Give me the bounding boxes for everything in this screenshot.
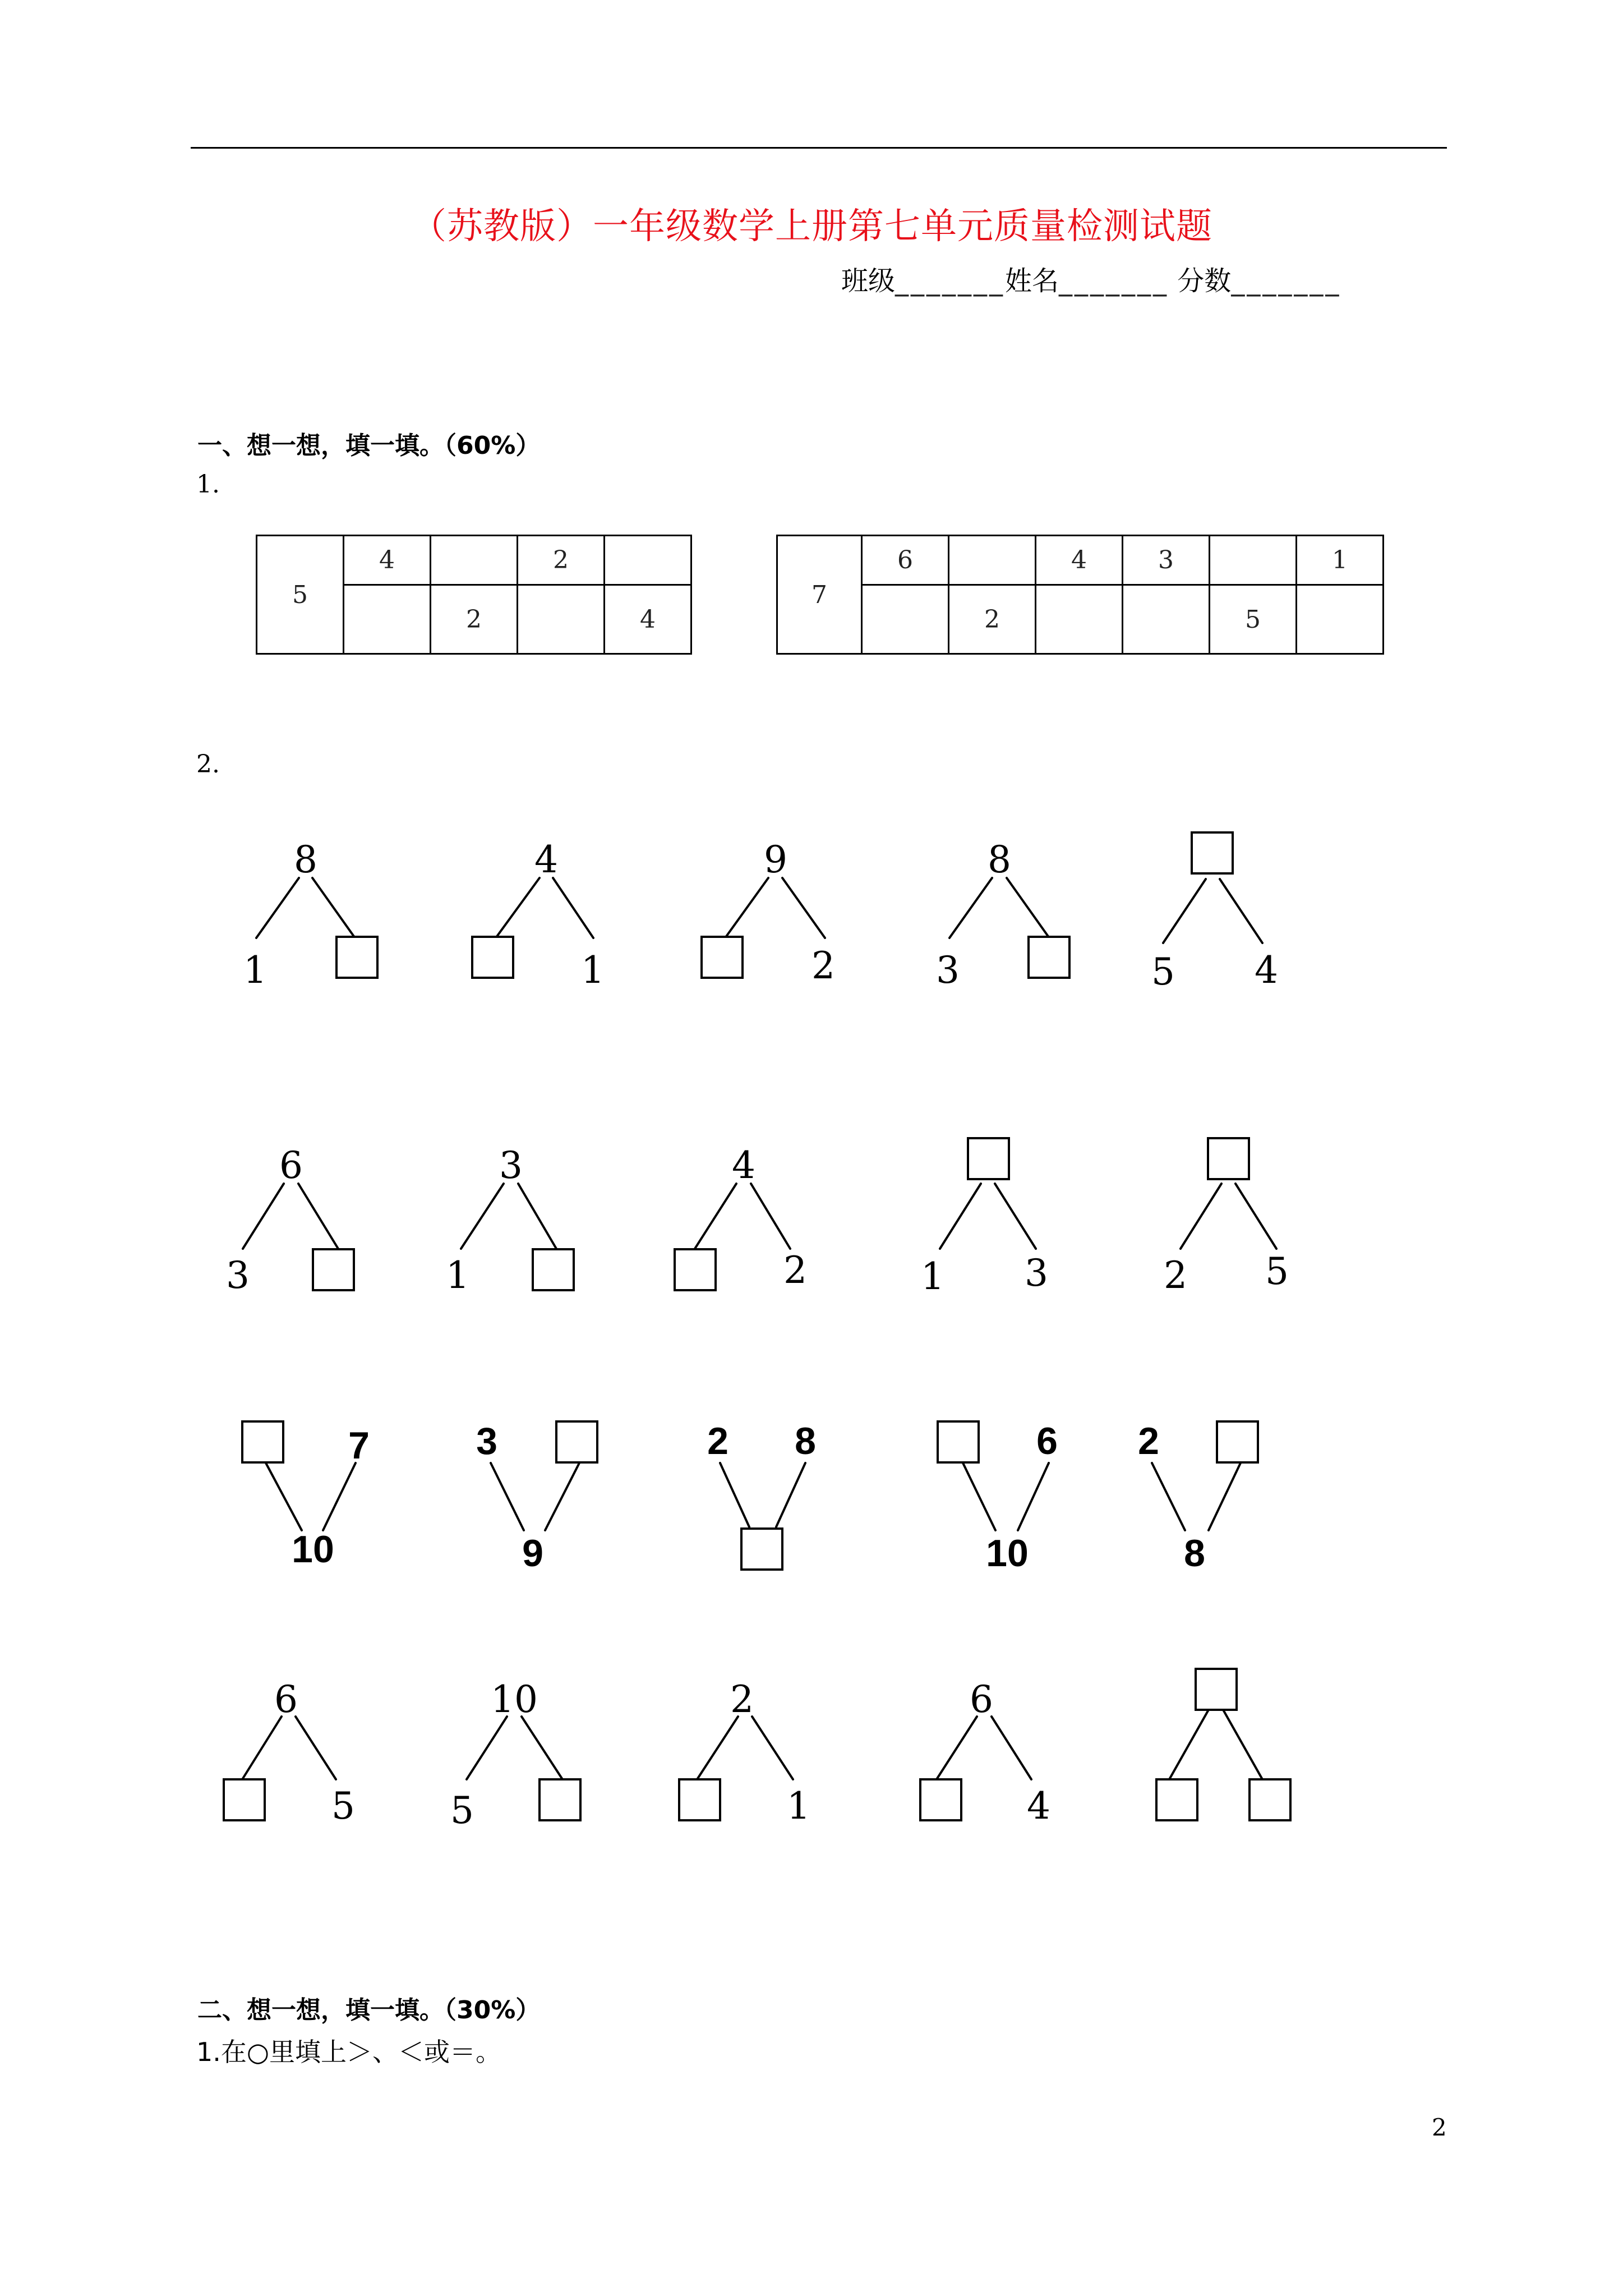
class-label: 班级 xyxy=(841,265,896,297)
bond-number: 10 xyxy=(491,1678,538,1721)
section1-heading: 一、想一想，填一填。（60%） xyxy=(197,431,541,460)
answer-box[interactable] xyxy=(313,1249,354,1290)
table-cell: 2 xyxy=(518,536,605,585)
answer-box[interactable] xyxy=(741,1529,782,1570)
bond-number: 8 xyxy=(988,838,1011,881)
answer-box[interactable] xyxy=(533,1249,574,1290)
answer-box[interactable] xyxy=(675,1249,716,1290)
bond-number: 4 xyxy=(1255,949,1278,992)
section2-question1: 1.在○里填上＞、＜或＝。 xyxy=(196,2037,502,2067)
answer-box[interactable] xyxy=(1217,1421,1258,1462)
page-title: （苏教版）一年级数学上册第七单元质量检测试题 xyxy=(411,206,1212,247)
answer-box[interactable] xyxy=(938,1421,979,1462)
table-cell: 4 xyxy=(1036,536,1123,585)
bond-number: 8 xyxy=(294,838,317,881)
bond-number: 2 xyxy=(1164,1254,1187,1297)
bond-number: 1 xyxy=(243,949,267,992)
bond-number: 2 xyxy=(783,1249,807,1292)
answer-box[interactable] xyxy=(1208,1138,1249,1179)
bond-number: 4 xyxy=(1027,1784,1050,1828)
score-blank: _______ xyxy=(1231,265,1341,297)
answer-box[interactable] xyxy=(1196,1669,1237,1710)
bond-number: 7 xyxy=(348,1424,370,1467)
table-cell: 5 xyxy=(1210,585,1297,654)
table-cell: 4 xyxy=(344,536,431,585)
bond-number: 3 xyxy=(476,1420,497,1462)
bond-number: 10 xyxy=(986,1532,1029,1575)
bond-number: 6 xyxy=(274,1678,298,1721)
answer-box[interactable] xyxy=(920,1779,961,1820)
table-cell: 6 xyxy=(862,536,949,585)
bond-number: 3 xyxy=(226,1254,250,1297)
table-cell: 2 xyxy=(949,585,1036,654)
answer-box[interactable] xyxy=(1156,1779,1197,1820)
bond-number: 3 xyxy=(936,949,960,992)
name-blank: _______ xyxy=(1059,265,1169,297)
bond-number: 4 xyxy=(732,1144,755,1187)
answer-box[interactable] xyxy=(556,1421,597,1462)
table-cell: 2 xyxy=(431,585,518,654)
bond-number: 5 xyxy=(331,1784,355,1828)
table-total-cell: 5 xyxy=(257,536,344,654)
answer-box[interactable] xyxy=(242,1421,283,1462)
question1-label: 1. xyxy=(196,470,220,499)
bond-number: 5 xyxy=(1151,950,1175,993)
table-total-cell: 7 xyxy=(777,536,862,654)
answer-box[interactable] xyxy=(540,1779,580,1820)
answer-box[interactable] xyxy=(224,1779,265,1820)
answer-box[interactable] xyxy=(336,937,377,978)
bond-number: 4 xyxy=(534,838,558,881)
answer-box[interactable] xyxy=(968,1138,1009,1179)
answer-box[interactable] xyxy=(1249,1779,1290,1820)
name-label: 姓名 xyxy=(1005,265,1059,297)
bond-number: 10 xyxy=(292,1528,334,1571)
score-label: 分数 xyxy=(1177,265,1232,297)
bond-number: 8 xyxy=(1184,1532,1205,1575)
bond-number: 2 xyxy=(707,1420,728,1462)
answer-box[interactable] xyxy=(1029,937,1069,978)
bond-number: 3 xyxy=(1025,1251,1048,1295)
question2-label: 2. xyxy=(196,750,220,779)
table-cell: 3 xyxy=(1123,536,1210,585)
bond-number: 9 xyxy=(764,838,787,881)
bond-number: 1 xyxy=(921,1255,944,1298)
bond-number: 1 xyxy=(787,1784,810,1828)
bond-number: 5 xyxy=(450,1789,474,1832)
bond-number: 1 xyxy=(446,1254,469,1297)
answer-box[interactable] xyxy=(472,937,513,978)
table-cell: 4 xyxy=(605,585,691,654)
bond-number: 2 xyxy=(811,944,835,987)
bond-number: 9 xyxy=(522,1532,543,1575)
answer-box[interactable] xyxy=(702,937,743,978)
section2-heading: 二、想一想，填一填。（30%） xyxy=(197,1996,541,2024)
bond-number: 6 xyxy=(970,1678,993,1721)
bond-number: 2 xyxy=(1138,1420,1159,1462)
page-number: 2 xyxy=(1432,2114,1447,2141)
bond-number: 1 xyxy=(581,949,605,992)
table-cell: 1 xyxy=(1297,536,1384,585)
bond-number: 6 xyxy=(279,1144,303,1187)
bond-number: 3 xyxy=(499,1144,523,1187)
bond-number: 2 xyxy=(730,1678,754,1721)
answer-box[interactable] xyxy=(1192,832,1233,873)
bond-number: 5 xyxy=(1265,1250,1289,1293)
bond-number: 6 xyxy=(1036,1420,1058,1462)
bond-number: 8 xyxy=(795,1420,816,1462)
answer-box[interactable] xyxy=(679,1779,720,1820)
class-blank: _______ xyxy=(895,265,1006,297)
